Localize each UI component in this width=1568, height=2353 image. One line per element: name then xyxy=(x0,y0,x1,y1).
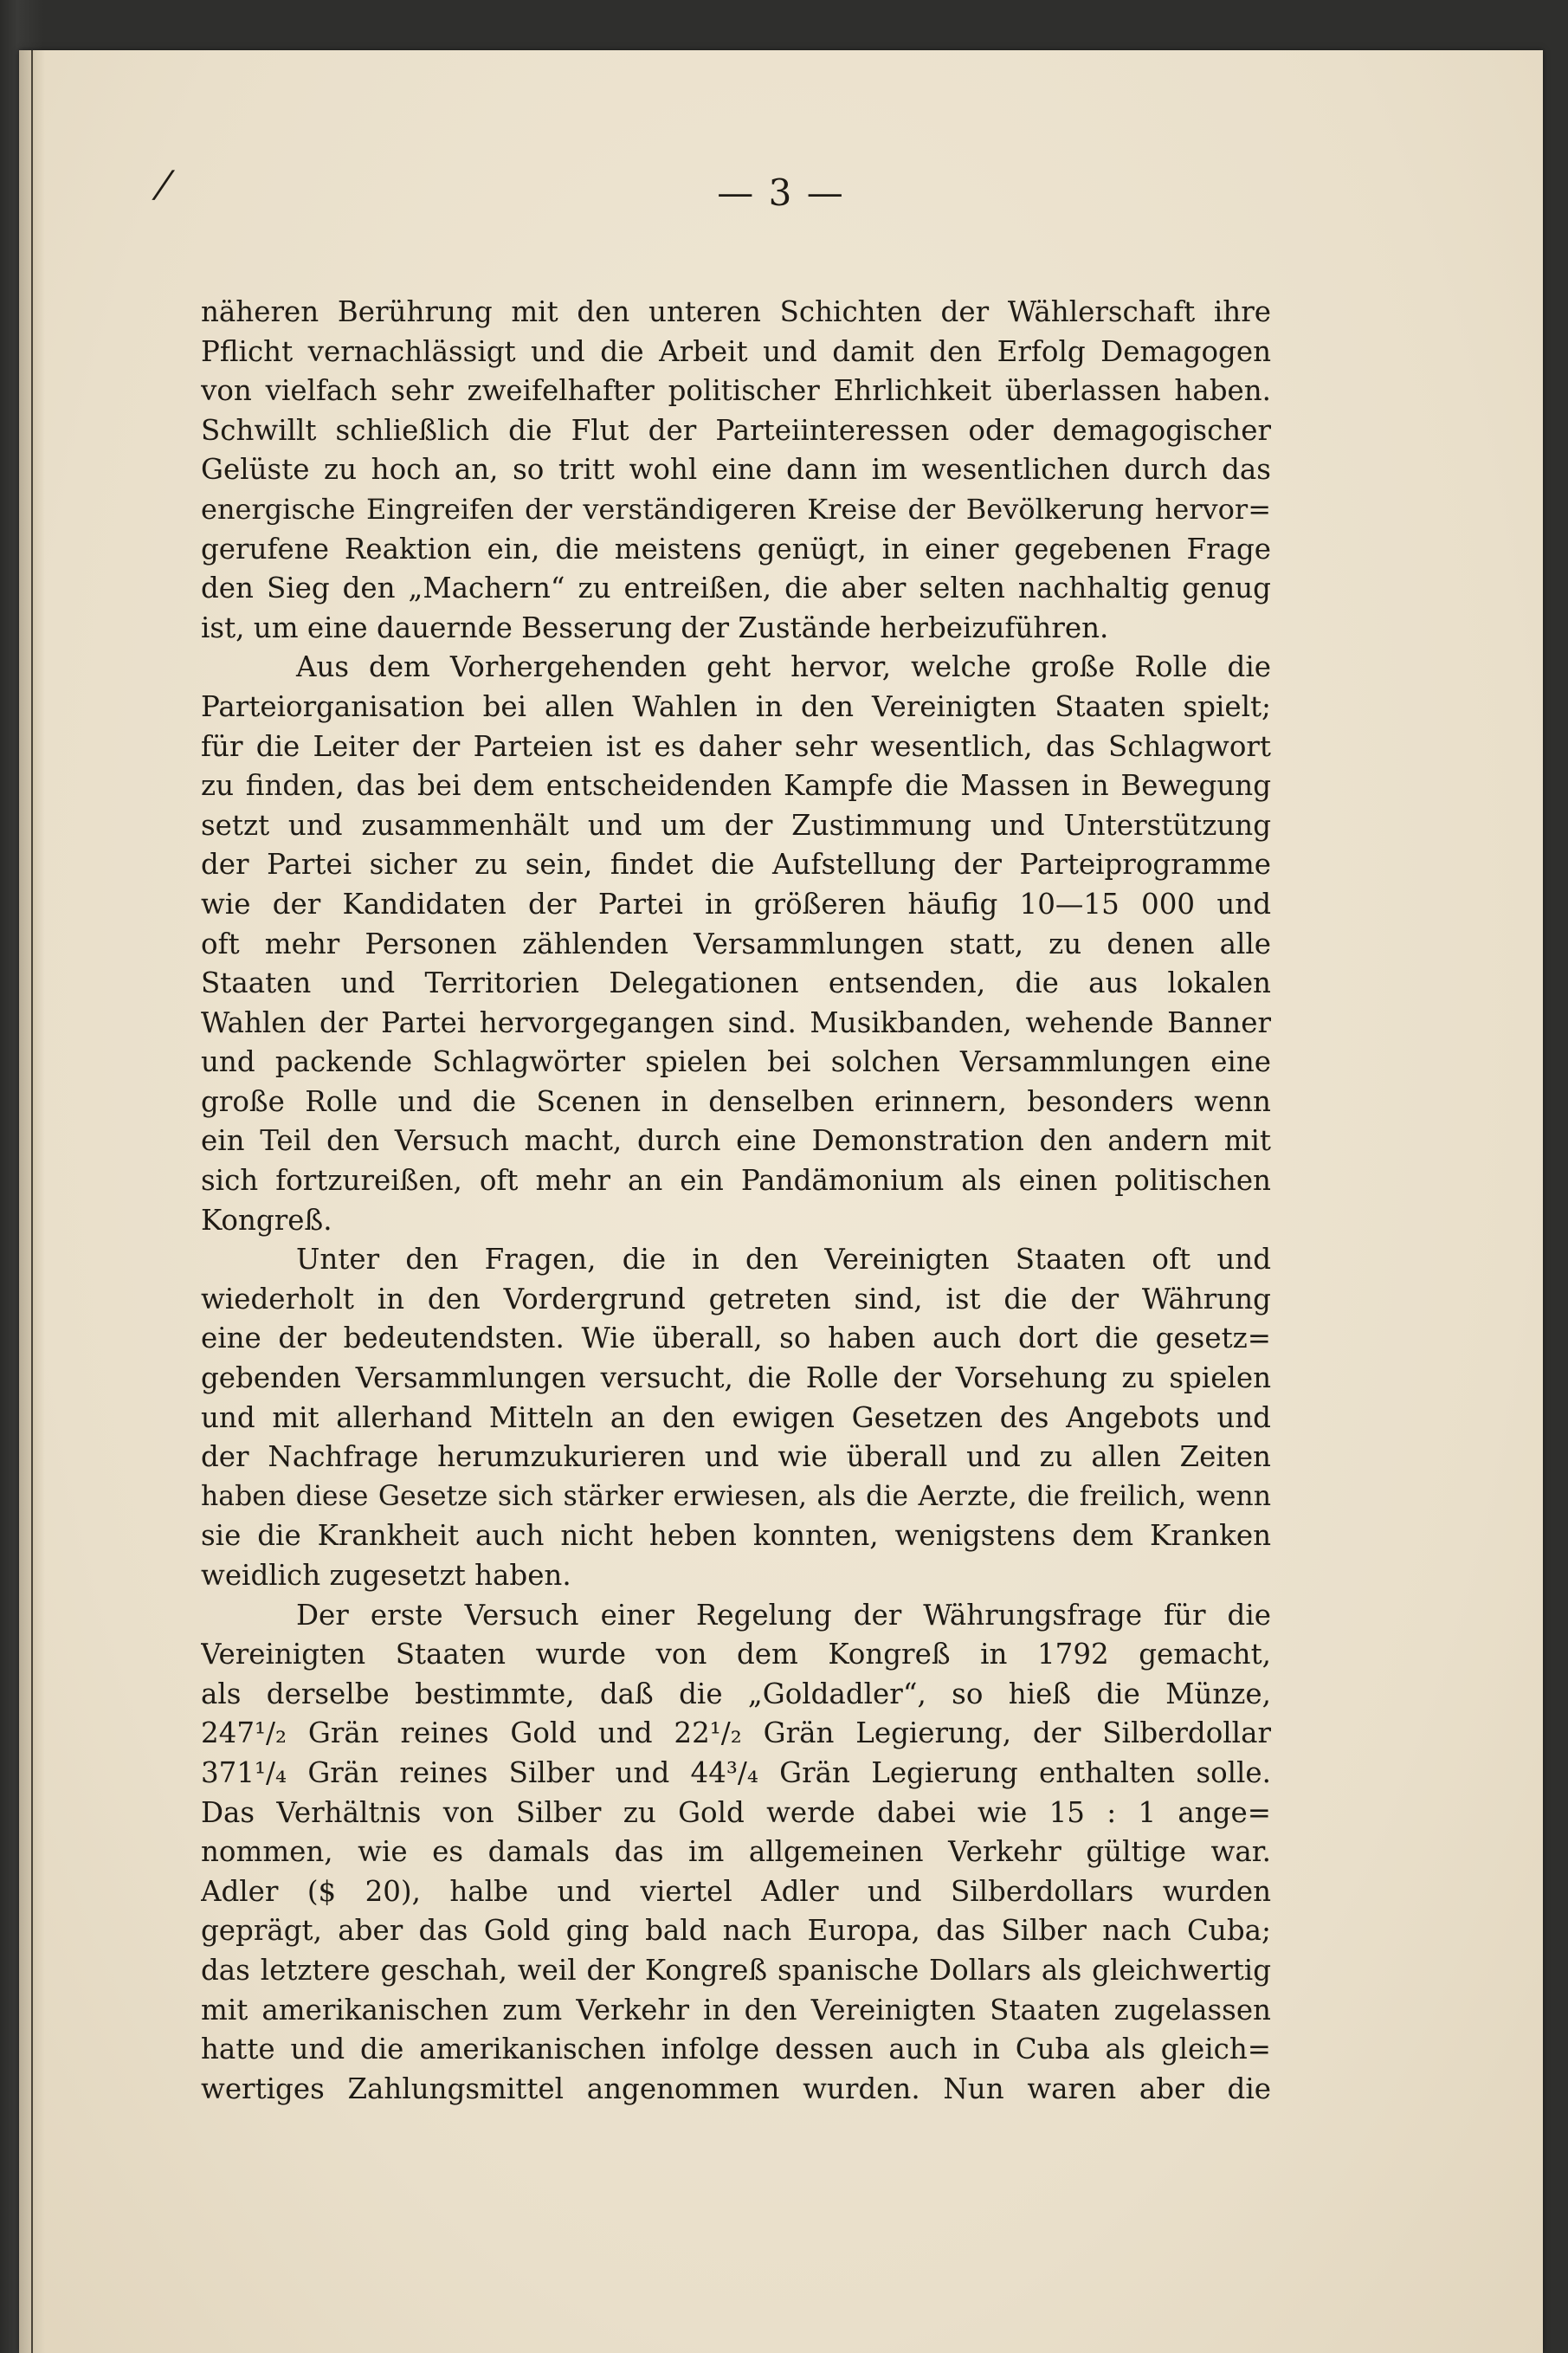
text-line: 371¹/₄ Grän reines Silber und 44³/₄ Grän Legierung enthalten solle. xyxy=(201,1755,1271,1789)
text-line: von vielfach sehr zweifelhafter politischer Ehrlichkeit überlassen haben. xyxy=(201,374,1271,408)
margin-pencil-mark: / xyxy=(150,163,178,205)
text-line: oft mehr Personen zählenden Versammlungen statt, zu denen alle xyxy=(201,927,1271,960)
text-line: wie der Kandidaten der Partei in größeren häufig 10—15 000 und xyxy=(201,887,1271,921)
text-line: ein Teil den Versuch macht, durch eine Demonstration den andern mit xyxy=(201,1124,1271,1158)
text-line: geprägt, aber das Gold ging bald nach Europa, das Silber nach Cuba; xyxy=(201,1914,1271,1948)
text-line: Staaten und Territorien Delegationen entsenden, die aus lokalen xyxy=(201,966,1271,1000)
text-line: setzt und zusammenhält und um der Zustimmung und Unterstützung xyxy=(201,808,1271,842)
text-line: Kongreß. xyxy=(201,1203,332,1237)
text-line: gerufene Reaktion ein, die meistens genügt, in einer gegebenen Frage xyxy=(201,532,1271,566)
text-line: ist, um eine dauernde Besserung der Zustände herbeizuführen. xyxy=(201,611,1109,644)
text-line: Pflicht vernachlässigt und die Arbeit und damit den Erfolg Demagogen xyxy=(201,334,1271,368)
text-line: mit amerikanischen zum Verkehr in den Vereinigten Staaten zugelassen xyxy=(201,1993,1271,2027)
text-line: Gelüste zu hoch an, so tritt wohl eine dann im wesentlichen durch das xyxy=(201,453,1271,487)
text-line: Das Verhältnis von Silber zu Gold werde dabei wie 15 : 1 ange= xyxy=(201,1795,1271,1829)
text-line: gebenden Versammlungen versucht, die Rolle der Vorsehung zu spielen xyxy=(201,1361,1271,1395)
text-line: Adler ($ 20), halbe und viertel Adler und Silberdollars wurden xyxy=(201,1874,1271,1908)
text-line: als derselbe bestimmte, daß die „Goldadler“, so hieß die Münze, xyxy=(201,1677,1271,1710)
text-line: Schwillt schließlich die Flut der Parteiinteressen oder demagogischer xyxy=(201,413,1271,447)
text-line: und mit allerhand Mitteln an den ewigen Gesetzen des Angebots und xyxy=(201,1400,1271,1434)
text-line: Wahlen der Partei hervorgegangen sind. Musikbanden, wehende Banner xyxy=(201,1005,1271,1039)
text-line: eine der bedeutendsten. Wie überall, so haben auch dort die gesetz= xyxy=(201,1322,1271,1355)
text-line: Parteiorganisation bei allen Wahlen in den Vereinigten Staaten spielt; xyxy=(201,689,1271,723)
binding-gutter-line xyxy=(31,50,33,2353)
text-line: näheren Berührung mit den unteren Schichten der Wählerschaft ihre xyxy=(201,295,1271,328)
text-line: der Nachfrage herumzukurieren und wie überall und zu allen Zeiten xyxy=(201,1440,1271,1474)
page-number: — 3 — xyxy=(717,171,845,214)
text-line: und packende Schlagwörter spielen bei solchen Versammlungen eine xyxy=(201,1045,1271,1079)
text-line: Unter den Fragen, die in den Vereinigten Staaten oft und xyxy=(296,1243,1271,1277)
book-page xyxy=(19,50,1543,2353)
text-line: energische Eingreifen der verständigeren Kreise der Bevölkerung hervor= xyxy=(201,492,1271,526)
text-line: den Sieg den „Machern“ zu entreißen, die aber selten nachhaltig genug xyxy=(201,572,1271,605)
text-line: sich fortzureißen, oft mehr an ein Pandämonium als einen politischen xyxy=(201,1164,1271,1198)
text-line: wiederholt in den Vordergrund getreten sind, ist die der Währung xyxy=(201,1282,1271,1315)
text-line: hatte und die amerikanischen infolge dessen auch in Cuba als gleich= xyxy=(201,2033,1271,2066)
text-line: große Rolle und die Scenen in denselben erinnern, besonders wenn xyxy=(201,1084,1271,1118)
text-line: zu finden, das bei dem entscheidenden Kampfe die Massen in Bewegung xyxy=(201,769,1271,803)
text-line: 247¹/₂ Grän reines Gold und 22¹/₂ Grän Legierung, der Silberdollar xyxy=(201,1716,1271,1750)
text-line: weidlich zugesetzt haben. xyxy=(201,1559,571,1592)
text-line: der Partei sicher zu sein, findet die Aufstellung der Parteiprogramme xyxy=(201,848,1271,882)
text-line: das letztere geschah, weil der Kongreß spanische Dollars als gleichwertig xyxy=(201,1953,1271,1987)
text-line: nommen, wie es damals das im allgemeinen Verkehr gültige war. xyxy=(201,1835,1271,1869)
text-line: sie die Krankheit auch nicht heben konnten, wenigstens dem Kranken xyxy=(201,1519,1271,1553)
text-line: haben diese Gesetze sich stärker erwiesen, als die Aerzte, die freilich, wenn xyxy=(201,1480,1271,1512)
text-line: Der erste Versuch einer Regelung der Währungsfrage für die xyxy=(296,1598,1271,1632)
text-line: für die Leiter der Parteien ist es daher sehr wesentlich, das Schlagwort xyxy=(201,729,1271,763)
body-text xyxy=(201,293,1271,2109)
text-line: wertiges Zahlungsmittel angenommen wurden. Nun waren aber die xyxy=(201,2072,1271,2105)
text-line: Aus dem Vorhergehenden geht hervor, welche große Rolle die xyxy=(296,650,1271,684)
text-line: Vereinigten Staaten wurde von dem Kongreß in 1792 gemacht, xyxy=(201,1638,1271,1671)
